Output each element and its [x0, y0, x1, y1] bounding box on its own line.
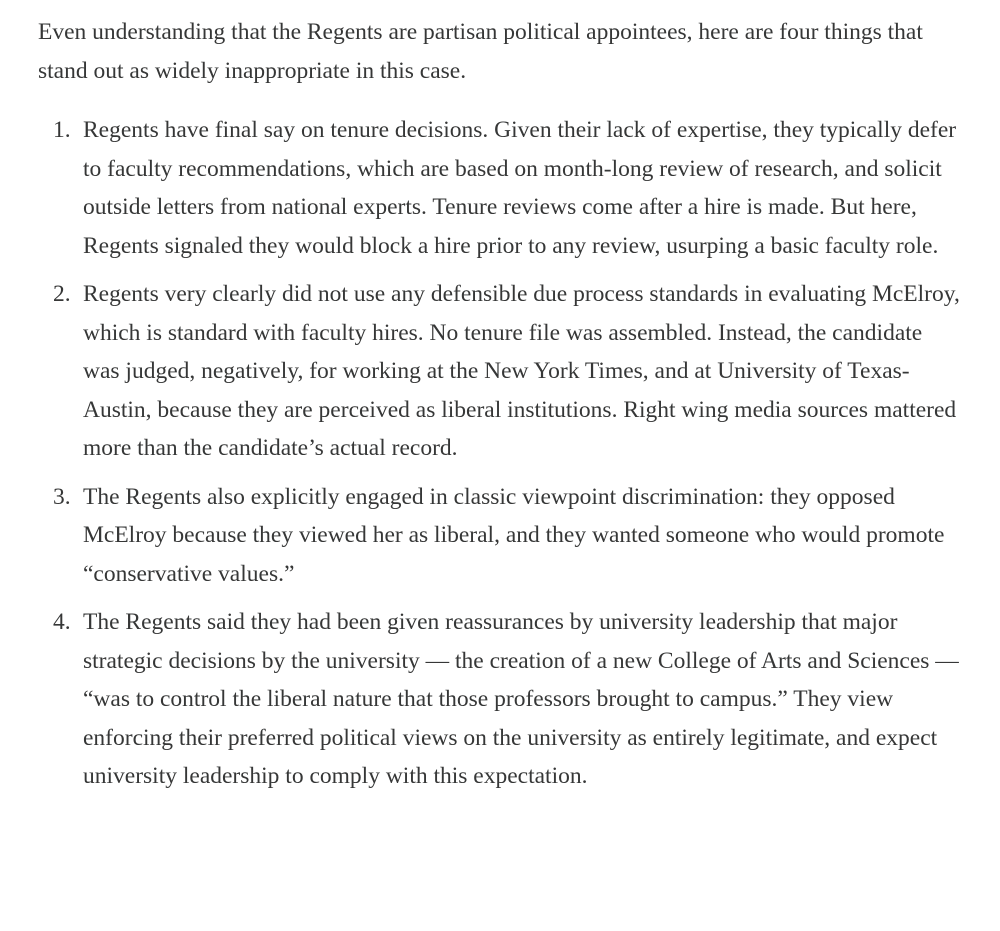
list-item-text: Regents very clearly did not use any defensible due process standards in evaluating McElroy, which is standard with faculty hires. No tenure file was assembled. Instead, the candidate was judged, negatively, for working at the New York Times, and at University of Texas-Austin, because they are perceived as liberal institutions. Right wing media sources mattered more than the candidate’s actual record. — [83, 281, 960, 461]
list-item-text: The Regents also explicitly engaged in classic viewpoint discrimination: they opposed McElroy because they viewed her as liberal, and they wanted someone who would promote “conservative values.” — [83, 483, 945, 587]
list-item — [38, 603, 970, 796]
list-item — [38, 111, 970, 265]
list-item-number: 3. — [53, 483, 71, 510]
list-item-number: 2. — [53, 281, 71, 307]
list-item-text: The Regents said they had been given reassurances by university leadership that major strategic decisions by the university — the creation of a new College of Arts and Sciences — “was to control the liberal nature that those professors brought to campus.” They view enforcing their preferred political views on the university as entirely legitimate, and expect university leadership to comply with this expectation. — [83, 609, 959, 789]
intro-paragraph: Even understanding that the Regents are partisan political appointees, here are four things that stand out as widely inappropriate in this case. — [38, 19, 923, 84]
list-item-number: 1. — [53, 117, 71, 143]
list-item-number: 4. — [53, 609, 71, 635]
list-item — [38, 275, 970, 468]
list-item-text: Regents have final say on tenure decisions. Given their lack of expertise, they typically defer to faculty recommendations, which are based on month-long review of research, and solicit outside letters from national experts. Tenure reviews come after a hire is made. But here, Regents signaled they would block a hire prior to any review, usurping a basic faculty role. — [83, 117, 957, 259]
numbered-list — [38, 111, 970, 796]
list-item — [38, 478, 970, 594]
